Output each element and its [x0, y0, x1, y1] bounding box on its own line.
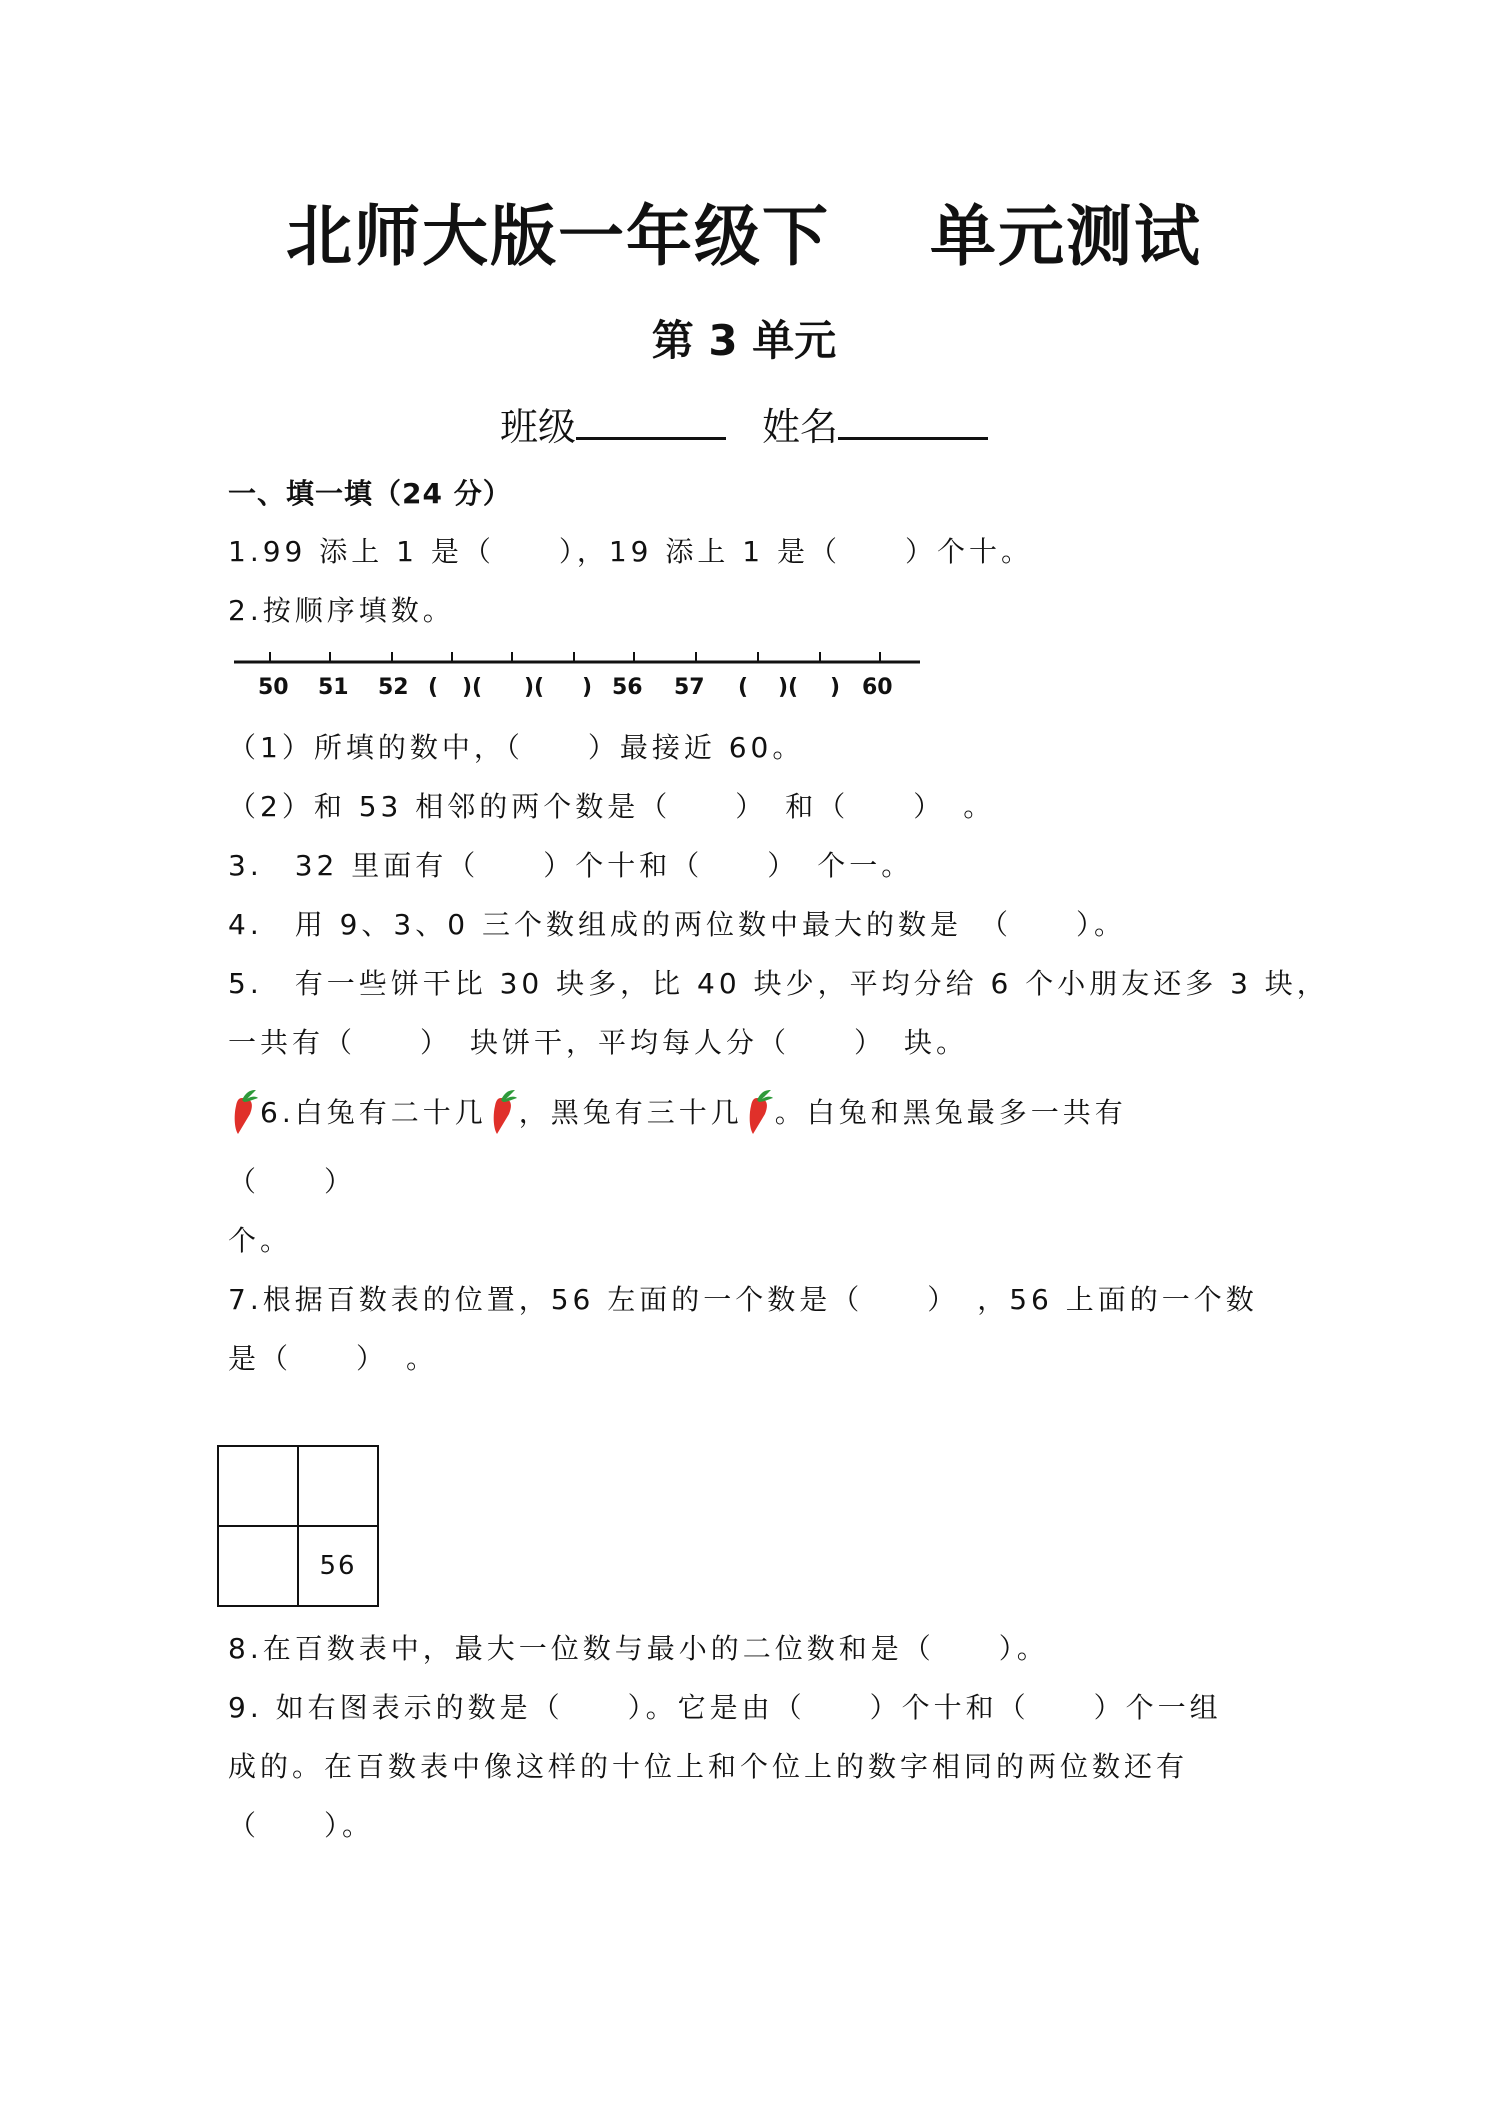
question-5-line-2: 一共有（ ） 块饼干，平均每人分（ ） 块。	[228, 1026, 969, 1059]
page-title	[0, 183, 1488, 278]
question-9-line-2: 成的。在百数表中像这样的十位上和个位上的数字相同的两位数还有	[228, 1750, 1189, 1783]
grid-cell[interactable]	[218, 1526, 298, 1606]
name-label: 姓名	[762, 405, 839, 449]
number-line-label: 52	[378, 675, 409, 700]
grid-cell[interactable]	[298, 1446, 378, 1526]
question-3: 3. 32 里面有（ ）个十和（ ） 个一。	[228, 849, 914, 882]
number-line-label: (	[738, 675, 749, 700]
question-2-1: （1）所填的数中，（ ）最接近 60。	[228, 731, 805, 764]
grid-cell[interactable]	[218, 1446, 298, 1526]
number-line-label: 51	[318, 675, 349, 700]
class-blank[interactable]	[576, 403, 726, 440]
question-9-line-1: 9. 如右图表示的数是（ ）。它是由（ ）个十和（ ）个一组	[228, 1691, 1222, 1724]
carrot-icon	[743, 1088, 775, 1136]
number-line-label: 56	[612, 675, 643, 700]
question-6-line-2: （ ）	[228, 1165, 357, 1198]
question-4: 4. 用 9、3、0 三个数组成的两位数中最大的数是 （ ）。	[228, 908, 1126, 941]
grid-cell-56: 56	[298, 1526, 378, 1606]
question-6-line-3: 个。	[228, 1224, 293, 1257]
number-line-label: )	[582, 675, 593, 700]
question-2-2: （2）和 53 相邻的两个数是（ ） 和（ ） 。	[228, 790, 996, 823]
question-2: 2.按顺序填数。	[228, 594, 455, 627]
number-line-label: 57	[674, 675, 705, 700]
number-line-label: )(	[778, 675, 799, 700]
number-line-label: (	[428, 675, 439, 700]
number-line-label: 50	[258, 675, 289, 700]
class-label: 班级	[499, 405, 576, 449]
number-line	[230, 648, 930, 708]
number-line-label: )	[830, 675, 841, 700]
question-6-part-2: ，黑兔有三十几	[518, 1096, 743, 1129]
number-line-label: )(	[462, 675, 483, 700]
question-7-line-2: 是（ ） 。	[228, 1342, 439, 1375]
question-6-part-1: 6.白兔有二十几	[260, 1096, 487, 1129]
question-6-line-1	[228, 1088, 1127, 1136]
number-line-label: 60	[862, 675, 893, 700]
question-9-line-3: （ ）。	[228, 1809, 375, 1842]
question-1: 1.99 添上 1 是（ ），19 添上 1 是（ ）个十。	[228, 535, 1034, 568]
question-8: 8.在百数表中，最大一位数与最小的二位数和是（ ）。	[228, 1632, 1049, 1665]
section-heading: 一、填一填（24 分）	[228, 477, 512, 510]
question-7-line-1: 7.根据百数表的位置，56 左面的一个数是（ ） ，56 上面的一个数	[228, 1283, 1258, 1316]
carrot-icon	[487, 1088, 519, 1136]
number-line-label: )(	[524, 675, 545, 700]
class-name-row	[0, 396, 1488, 451]
title-left: 北师大版一年级下	[286, 198, 830, 275]
carrot-icon	[228, 1088, 260, 1136]
hundred-chart-fragment	[217, 1445, 379, 1607]
name-blank[interactable]	[838, 403, 988, 440]
question-6-part-3: 。白兔和黑兔最多一共有	[774, 1096, 1127, 1129]
question-5-line-1: 5. 有一些饼干比 30 块多，比 40 块少，平均分给 6 个小朋友还多 3 块，	[228, 967, 1329, 1000]
unit-subtitle: 第 3 单元	[651, 316, 837, 365]
title-right: 单元测试	[930, 198, 1202, 275]
